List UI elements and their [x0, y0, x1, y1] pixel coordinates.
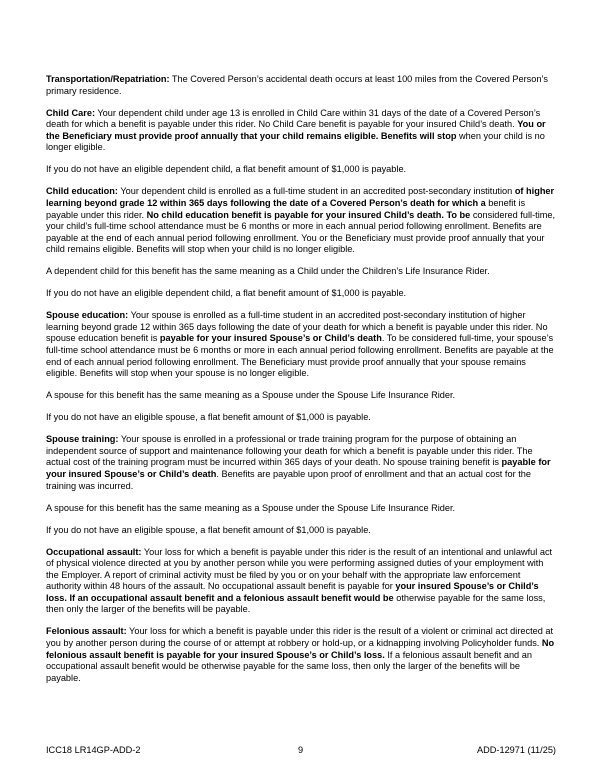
felonious-assault-bold-text: No felonious assault benefit is payable for your insured Spouse’s or Child’s loss.: [46, 638, 555, 660]
child-education-text-2: benefit is payable under this rider.: [46, 197, 526, 220]
felonious-assault-paragraph: [46, 626, 556, 684]
spouse-training-flat-benefit: If you do not have an eligible spouse, a flat benefit amount of $1,000 is payable.: [46, 524, 371, 535]
occupational-assault-heading: Occupational assault:: [46, 546, 142, 557]
spouse-education-paragraph: [46, 310, 556, 380]
spouse-education-bold-text: payable for your insured Spouse’s or Child’s death: [159, 333, 382, 344]
document-body: [46, 74, 556, 695]
spouse-training-text: Your spouse is enrolled in a professional or trade training program for the purpose of obtaining an independent source of support and maintenance following your death for which a benefit is payable under this rider. The actual cost of the training program must be incurred within 365 days of your death. No spouse training benefit is: [46, 434, 533, 468]
transport-text: The Covered Person’s accidental death occurs at least 100 miles from the Covered Person’s primary residence.: [46, 74, 548, 96]
occupational-assault-text-2: otherwise payable for the same loss, then only the larger of the benefits will be payable.: [46, 592, 546, 615]
felonious-assault-heading: Felonious assault:: [46, 626, 127, 637]
footer-doc-code: ADD-12971 (11/25): [477, 745, 556, 755]
felonious-assault-text-2: If a felonious assault benefit and an occupational assault benefit would be otherwise payable for the same loss, then only the larger of the benefits will be payable.: [46, 649, 532, 683]
felonious-assault-text: Your loss for which a benefit is payable under this rider is the result of a violent or criminal act directed at you by another person during the course of or attempt at robbery or hold-up, or a kidnapping involving Policyholder funds.: [46, 626, 554, 649]
child-education-flat-benefit: If you do not have an eligible dependent child, a flat benefit amount of $1,000 is payable.: [46, 288, 407, 299]
spouse-training-text-2: . Benefits are payable upon proof of enrollment and that an actual cost for the training was incurred.: [46, 468, 531, 491]
spouse-training-bold-text: payable for your insured Spouse’s or Child’s death: [46, 457, 551, 479]
spouse-education-definition: A spouse for this benefit has the same meaning as a Spouse under the Spouse Life Insurance Rider.: [46, 390, 456, 401]
transport-heading: Transportation/Repatriation:: [46, 74, 170, 84]
child-care-text-end: when your child is no longer eligible.: [46, 130, 545, 153]
spouse-training-heading: Spouse training:: [46, 434, 119, 445]
child-education-text: Your dependent child is enrolled as a full-time student in an accredited post-secondary institution: [117, 186, 515, 197]
occupational-assault-bold-text: your insured Spouse’s or Child’s loss. If an occupational assault benefit and a felonious assault benefit would be: [46, 581, 539, 603]
spouse-education-flat-benefit: If you do not have an eligible spouse, a flat benefit amount of $1,000 is payable.: [46, 412, 371, 423]
child-education-heading: Child education:: [46, 186, 118, 197]
spouse-training-definition: A spouse for this benefit has the same meaning as a Spouse under the Spouse Life Insurance Rider.: [46, 502, 456, 513]
spouse-training-paragraph: [46, 434, 556, 492]
footer-page-number: 9: [298, 745, 304, 755]
child-care-text: Your dependent child under age 13 is enrolled in Child Care within 31 days of the date of a Covered Person’s death for which a benefit is payable under this rider. No Child Care benefit is payable for your insured Child’s death.: [46, 107, 541, 130]
footer-form-id: ICC18 LR14GP-ADD-2: [46, 745, 141, 755]
occupational-assault-paragraph: [46, 547, 556, 617]
child-care-paragraph: [46, 108, 556, 154]
child-education-paragraph: [46, 186, 556, 256]
spouse-education-text-2: . To be considered full-time, your spouse’s full-time school attendance must be 6 months or more in each annual period following enrollment. Benefits are payable at the end of each annual period following enrollment. The Beneficiary must provide proof annually that your spouse remains eligible. Benefits will stop when your spouse is no longer eligible.: [46, 333, 554, 379]
child-care-flat-benefit: If you do not have an eligible dependent child, a flat benefit amount of $1,000 is payable.: [46, 164, 407, 175]
occupational-assault-text: Your loss for which a benefit is payable under this rider is the result of an intentional and unlawful act of physical violence directed at you by another person while you were performing assigned duties of your employment with the Employer. A report of criminal activity must be filed by you or on your behalf with the appropriate law enforcement authority within 48 hours of the assault. No occupational assault benefit is payable for: [46, 546, 553, 592]
spouse-education-heading: Spouse education:: [46, 310, 129, 321]
transport-paragraph: [46, 74, 556, 97]
child-education-text-3: considered full-time, your child’s full-time school attendance must be 6 months or more in each annual period following enrollment. Benefits are payable at the end of each annual period following enrollment. You or the Beneficiary must provide proof annually that your child remains eligible. Benefits will stop when your child is no longer eligible.: [46, 209, 556, 255]
child-care-proof-text: You or the Beneficiary must provide proof annually that your child remains eligible. Benefits will stop: [46, 119, 546, 141]
spouse-education-text: Your spouse is enrolled as a full-time student in an accredited post-secondary institution of higher learning beyond grade 12 within 365 days following the date of your death for which a benefit is payable under this rider. No spouse education benefit is: [46, 310, 548, 344]
child-education-bold-text-1: of higher learning beyond grade 12 within 365 days following the date of a Covered Person’s death for which a: [46, 186, 555, 208]
child-care-heading: Child Care:: [46, 107, 96, 118]
child-education-bold-text-2: No child education benefit is payable for your insured Child’s death. To be: [146, 209, 471, 220]
child-education-definition: A dependent child for this benefit has the same meaning as a Child under the Children’s Life Insurance Rider.: [46, 266, 490, 277]
